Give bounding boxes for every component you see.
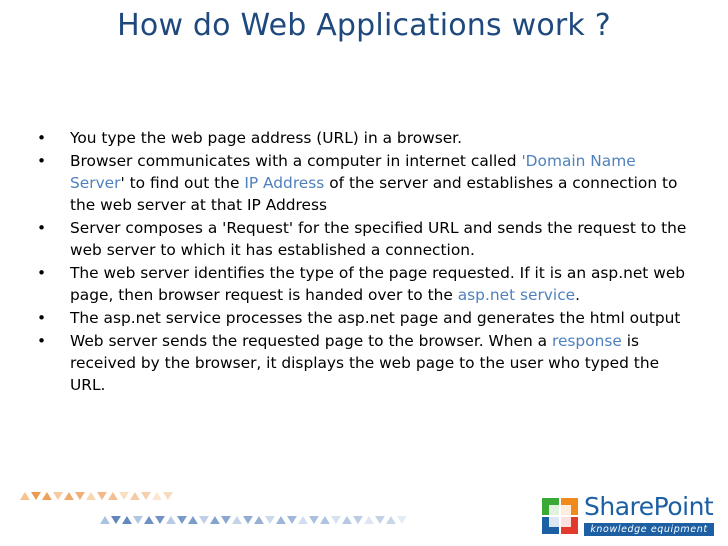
sharepoint-logo xyxy=(540,494,716,538)
arrow-mark xyxy=(386,516,396,524)
bullet-item xyxy=(0,150,728,216)
bullet-dot: • xyxy=(37,219,47,237)
arrow-mark xyxy=(152,492,162,500)
arrow-mark xyxy=(232,516,242,524)
arrow-mark xyxy=(188,516,198,524)
arrow-mark xyxy=(342,516,352,524)
arrow-mark xyxy=(320,516,330,524)
arrow-mark xyxy=(353,516,363,524)
bullet-text: Browser communicates with a computer in internet called 'Domain Name Server' to find out the IP Address of the server and establishes a connection to the web server at that IP Address xyxy=(70,152,678,214)
arrow-mark xyxy=(122,516,132,524)
arrow-mark xyxy=(331,516,341,524)
response-term: response xyxy=(551,332,622,350)
arrow-mark xyxy=(199,516,209,524)
bullet-text: Server composes a 'Request' for the specified URL and sends the request to the web server to which it has established a connection. xyxy=(70,219,687,259)
arrow-mark xyxy=(141,492,151,500)
arrow-mark xyxy=(86,492,96,500)
arrow-mark xyxy=(364,516,374,524)
arrow-mark xyxy=(166,516,176,524)
arrow-mark xyxy=(276,516,286,524)
sharepoint-logo-icon xyxy=(540,496,580,536)
dns-term-cont: Server xyxy=(70,174,121,192)
bullet-list xyxy=(0,127,728,397)
bullet-item xyxy=(0,127,728,149)
arrow-mark xyxy=(97,492,107,500)
arrow-mark xyxy=(243,516,253,524)
bullet-dot: • xyxy=(37,309,47,327)
dns-term: 'Domain Name xyxy=(521,152,636,170)
arrow-mark xyxy=(75,492,85,500)
arrow-mark xyxy=(111,516,121,524)
bullet-text: You type the web page address (URL) in a browser. xyxy=(70,129,462,147)
arrow-mark xyxy=(42,492,52,500)
bullet-dot: • xyxy=(37,332,47,350)
bullet-text: The asp.net service processes the asp.net page and generates the html output xyxy=(70,309,681,327)
bullet-item xyxy=(0,262,728,306)
arrow-mark xyxy=(133,516,143,524)
bullet-item xyxy=(0,330,728,396)
logo-tagline: knowledge equipment xyxy=(584,523,714,536)
decorative-arrow-band xyxy=(0,490,440,546)
bullet-dot: • xyxy=(37,152,47,170)
arrow-mark xyxy=(100,516,110,524)
arrow-mark xyxy=(53,492,63,500)
logo-wordmark: SharePoint xyxy=(584,492,714,521)
arrow-mark xyxy=(298,516,308,524)
arrow-mark xyxy=(155,516,165,524)
arrow-mark xyxy=(64,492,74,500)
bullet-dot: • xyxy=(37,264,47,282)
arrow-mark xyxy=(130,492,140,500)
bullet-text: Web server sends the requested page to the browser. When a response is received by the browser, it displays the web page to the user who typed the URL. xyxy=(70,332,660,394)
arrow-mark xyxy=(119,492,129,500)
arrow-mark xyxy=(221,516,231,524)
arrow-mark xyxy=(20,492,30,500)
arrow-mark xyxy=(210,516,220,524)
arrow-mark xyxy=(397,516,407,524)
ip-address-term: IP Address xyxy=(244,174,325,192)
arrow-row-top xyxy=(20,492,173,500)
arrow-mark xyxy=(144,516,154,524)
arrow-mark xyxy=(177,516,187,524)
bullet-text: The web server identifies the type of the page requested. If it is an asp.net web page, then browser request is handed over to the asp.net service. xyxy=(70,264,686,304)
arrow-mark xyxy=(287,516,297,524)
arrow-mark xyxy=(163,492,173,500)
bullet-item xyxy=(0,307,728,329)
slide-title: How do Web Applications work ? xyxy=(117,8,611,43)
bullet-dot: • xyxy=(37,129,47,147)
arrow-mark xyxy=(108,492,118,500)
bullet-item xyxy=(0,217,728,261)
arrow-mark xyxy=(254,516,264,524)
arrow-mark xyxy=(31,492,41,500)
arrow-mark xyxy=(309,516,319,524)
arrow-mark xyxy=(375,516,385,524)
arrow-row-bottom xyxy=(100,516,407,524)
asp-service-term: asp.net service xyxy=(457,286,576,304)
arrow-mark xyxy=(265,516,275,524)
